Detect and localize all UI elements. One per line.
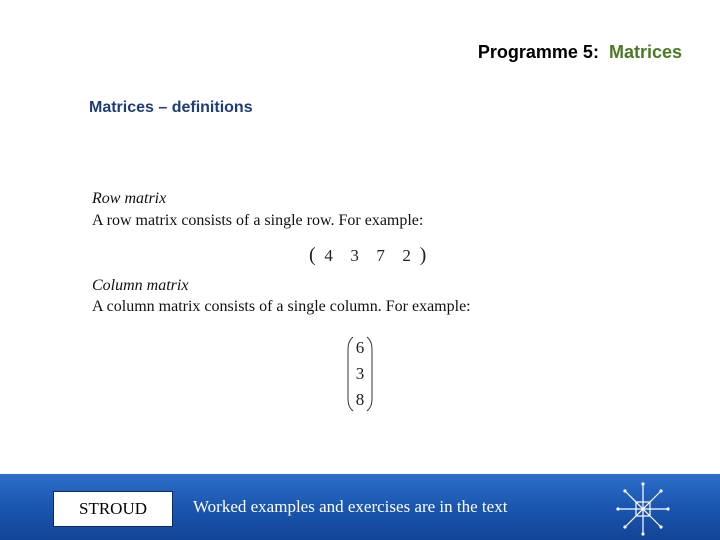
row-matrix-example	[309, 244, 426, 267]
footer-note: Worked examples and exercises are in the text	[193, 497, 508, 516]
column-matrix-heading: Column matrix	[92, 277, 189, 294]
column-matrix-example	[347, 335, 373, 413]
stroud-brand-label: STROUD	[78, 499, 147, 518]
stroud-logo-icon	[614, 480, 672, 538]
left-paren: (	[309, 244, 316, 266]
matrix-cell: 4	[324, 245, 333, 265]
row-matrix-heading: Row matrix	[92, 190, 167, 207]
footer-bar	[0, 474, 720, 540]
matrix-cell: 3	[355, 364, 365, 383]
right-paren: )	[419, 244, 427, 266]
slide-subtitle: Matrices – definitions	[89, 99, 253, 116]
matrix-cell: 3	[350, 245, 359, 265]
column-matrix-description: A column matrix consists of a single column. For example:	[92, 298, 471, 315]
programme-label: Programme 5:	[477, 42, 599, 62]
matrix-cell: 6	[355, 338, 365, 357]
matrix-cell: 8	[355, 390, 365, 409]
stroud-brand-box	[53, 491, 173, 527]
slide-header	[478, 42, 682, 63]
row-matrix-description: A row matrix consists of a single row. For example:	[92, 212, 424, 229]
programme-topic: Matrices	[608, 42, 682, 62]
matrix-cell: 7	[376, 245, 385, 265]
matrix-cell: 2	[402, 245, 411, 265]
